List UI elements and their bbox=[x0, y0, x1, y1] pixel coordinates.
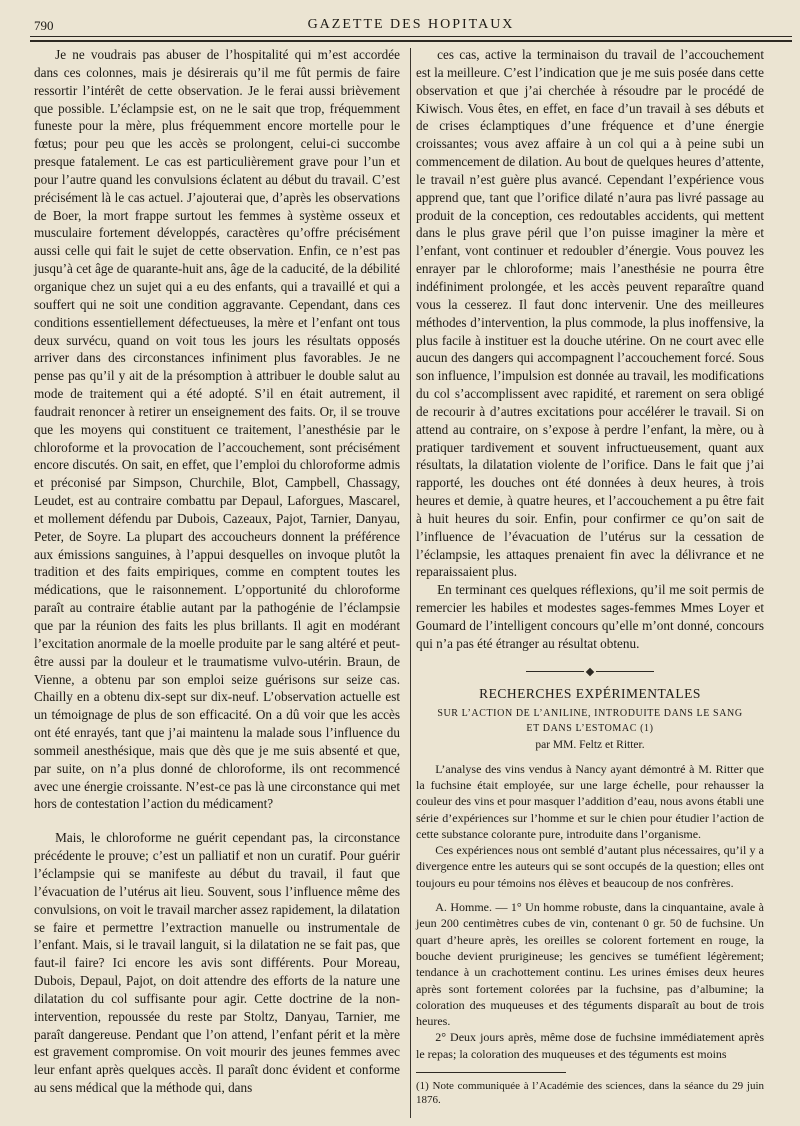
paragraph: L’analyse des vins vendus à Nancy ayant démontré à M. Ritter que la fuchsine était employée, sur une large échelle, pour rehausser la couleur des vins et pour masquer l’addition d’eau, nous avons établi une série d’expériences sur l’homme et sur le chien pour étudier l’action de cette substance colorante pure, introduite dans l’organisme. bbox=[416, 761, 764, 841]
footnote: (1) Note communiquée à l’Académie des sciences, dans la séance du 29 juin 1876. bbox=[416, 1080, 764, 1107]
section-separator bbox=[416, 669, 764, 675]
paragraph: ces cas, active la terminaison du travail de l’accouchement est la meilleure. C’est l’indication que je me suis posée dans cette observation et que j’ai cherchée à résoudre par le procédé de Kiwisch. Vous êtes, en effet, en face d’un travail à ses débuts et de crises éclamptiques d’une fréquence et d’une énergie croissantes; vous avez affaire à un col qui a à peine subi un commencement de dilation. Au bout de quelques heures d’attente, le travail n’est guère plus avancé. Cependant l’expérience vous apprend que, tant que l’orifice dilaté n’aura pas livré passage au produit de la conception, ces redoutables accidents, qui mettent dans le plus grave péril que l’on puisse imaginer la mère et l’enfant, vont continuer et redoubler d’énergie. Vous pouvez les enrayer par le chloroforme; mais l’anesthésie ne pourra être indéfiniment prolongée, et les accès peuvent reparaître quand vous la cesserez. Il faut donc intervenir. Une des meilleures méthodes d’intervention, la plus commode, la plus inoffensive, la plus facile à instituer est la douche utérine. On ne court avec elle aucun des dangers qui accompagnent l’accouchement forcé. Sous son influence, l’impulsion est donnée au travail, les modifications du col s’accomplissent avec rapidité, et rarement on sera obligé de recourir à d’autres excitations pour accélérer le travail. Si on attend au contraire, on s’expose à perdre l’enfant, la mère, ou à pratiquer tardivement et souvent infructueusement, quant aux résultats, la dilatation violente de l’orifice. Dans le fait que j’ai rapporté, les douches ont été données à deux heures, à trois heures et demie, à quatre heures, et l’accouchement a pu être fait à huit heures du soir. Enfin, pour confirmer ce qu’on sait de l’influence de l’évacuation de l’utérus sur la cessation de l’éclampsie, les attaques prenaient fin avec la délivrance et ne reparaissaient plus. bbox=[416, 47, 764, 580]
right-column bbox=[416, 46, 764, 1107]
column-divider bbox=[410, 48, 411, 1118]
paragraph: Ces expériences nous ont semblé d’autant plus nécessaires, qu’il y a divergence entre les auteurs qui se sont occupés de la question; elles ont toujours eu pour témoins nos élèves et beaucoup de nos confrères. bbox=[416, 843, 764, 890]
section-body bbox=[416, 761, 764, 1062]
header-rule-bottom bbox=[30, 40, 792, 42]
paragraph: Mais, le chloroforme ne guérit cependant pas, la circonstance précédente le prouve; c’est un palliatif et non un curatif. Pour guérir l’éclampsie qui se manifeste au début du travail, il faut que l’évacuation de l’utérus ait lieu. Souvent, sous l’influence même des convulsions, on voit le travail marcher assez rapidement, la dilatation se faire et permettre l’extraction manuelle ou instrumentale de l’enfant. Mais, si le travail languit, si la dilatation ne se fait pas, que faut-il faire? Ici encore les avis sont différents. Pour Moreau, Dubois, Depaul, Pajot, on doit attendre des efforts de la nature une dilatation du col suffisante pour agir. Cette doctrine de la non-intervention, repoussée du reste par Stoltz, Danyau, Tarnier, me paraît dangereuse. Pendant que l’on attend, l’enfant périt et la mère est gravement compromise. On voit mourir des jeunes femmes avec leur enfant après quelques accès. Il paraît donc évident et conforme au sens médical que la méthode qui, dans bbox=[34, 830, 400, 1096]
paragraph: 2° Deux jours après, même dose de fuchsine immédiatement après le repas; la coloration des muqueuses et des téguments est moins bbox=[416, 1030, 764, 1061]
section-title: RECHERCHES EXPÉRIMENTALES bbox=[479, 685, 701, 701]
header-rule-top bbox=[30, 36, 792, 37]
section-subtitle: SUR L’ACTION DE L’ANILINE, INTRODUITE DANS LE SANG bbox=[437, 707, 743, 719]
section-subtitle: ET DANS L’ESTOMAC (1) bbox=[526, 722, 654, 734]
paragraph: A. Homme. — 1° Un homme robuste, dans la cinquantaine, avale à jeun 200 centimètres cubes de vin, contenant 0 gr. 50 de fuchsine. Un quart d’heure après, les oreilles se colorent fortement en rouge, la bouche devient prurigineuse; les gencives se tuméfient légèrement; tendance à un crachottement continu. Les urines émises deux heures après sont fortement colorées par la fuchsine, pas d’albumine; la coloration des muqueuses et des téguments disparaît au bout de trois heures. bbox=[416, 900, 764, 1029]
left-column bbox=[34, 46, 400, 1097]
journal-title: GAZETTE DES HOPITAUX bbox=[307, 17, 515, 32]
page-number: 790 bbox=[34, 18, 54, 33]
paragraph: Je ne voudrais pas abuser de l’hospitalité qui m’est accordée dans ces colonnes, mais je désirerais qu’il me fût permis de faire ressortir l’intérêt de cette observation. Je le ferai aussi brièvement que possible. L’éclampsie est, on ne le sait que trop, fréquemment funeste pour la mère, plus fréquemment encore mortelle pour le fœtus; pour peu que les accès se prolongent, celui-ci succombe presque fatalement. Le cas est particulièrement grave pour l’un et pour l’autre quand les convulsions éclatent au début du travail. C’est précisément là le cas actuel. J’ajouterai que, d’après les observations de Boer, la mort frappe surtout les femmes à système osseux et musculaire fortement développés, caractères qu’offre précisément aussi celle qui fait le sujet de cette observation. Enfin, ce n’est pas jusqu’à cet âge de quarante-huit ans, âge de la caducité, de la débilité organique chez un sujet qui a eu des enfants, qui a travaillé et qui a souffert qui ne soit une condition aggravante. Cependant, dans ces conditions essentiellement défectueuses, la mère et l’enfant ont tous deux survécu, quand on voit tous les jours les résultats opposés arriver dans des circonstances infiniment plus favorables. Je ne pense pas qu’il y ait de la présomption à attribuer le double salut au mode de traitement qui a été adopté. S’il en était autrement, il faudrait renoncer à retirer un enseignement des faits. Or, il se trouve que les moyens qui constituent ce traitement, l’anesthésie par le chloroforme et la provocation de l’accouchement, sont précisément encore discutés. On sait, en effet, que l’emploi du chloroforme admis et préconisé par Simpson, Churchile, Blot, Campbell, Chassagy, Leudet, est au contraire combattu par Depaul, Laforgues, Mascarel, et mollement défendu par Dubois, Cazeaux, Pajot, Tarnier, Danyau, Peter, de Soyre. La plupart des accoucheurs donnent la préférence aux émissions sanguines, à l’appui desquelles on invoque plutôt la tradition et des faits empiriques, comme en comptent toutes les médications, que le raisonnement. L’opportunité du chloroforme paraît au contraire établie autant par la pathogénie de l’éclampsie que par la réunion des faits les plus brillants. Il agit en modérant l’excitation anormale de la moelle produite par le sang altéré et peut-être aussi par la douleur et le traumatisme vulvo-utérin. Braun, de Vienne, a obtenu par son emploi seize guérisons sur seize cas. Chailly en a obtenu dix-sept sur dix-neuf. L’observation actuelle est un témoignage de plus de son efficacité. On a dû voir que les accès ont été enrayés, tant que j’ai maintenu la malade sous l’influence du sommeil anesthésique, mais que dès que je me suis absenté et que, par suite, on n’a plus donné de chloroforme, ils ont recommencé avec une énergie croissante. N’est-ce pas là une circonstance qui met hors de contestation l’action du médicament? bbox=[34, 47, 400, 812]
footnote-rule bbox=[416, 1072, 566, 1073]
paragraph: En terminant ces quelques réflexions, qu’il me soit permis de remercier les habiles et modestes sages-femmes Mmes Loyer et Goumard de l’intelligent concours qu’elle m’ont donné, concours qui n’a pas été étranger au résultat obtenu. bbox=[416, 582, 764, 651]
section-authors: par MM. Feltz et Ritter. bbox=[535, 738, 645, 751]
